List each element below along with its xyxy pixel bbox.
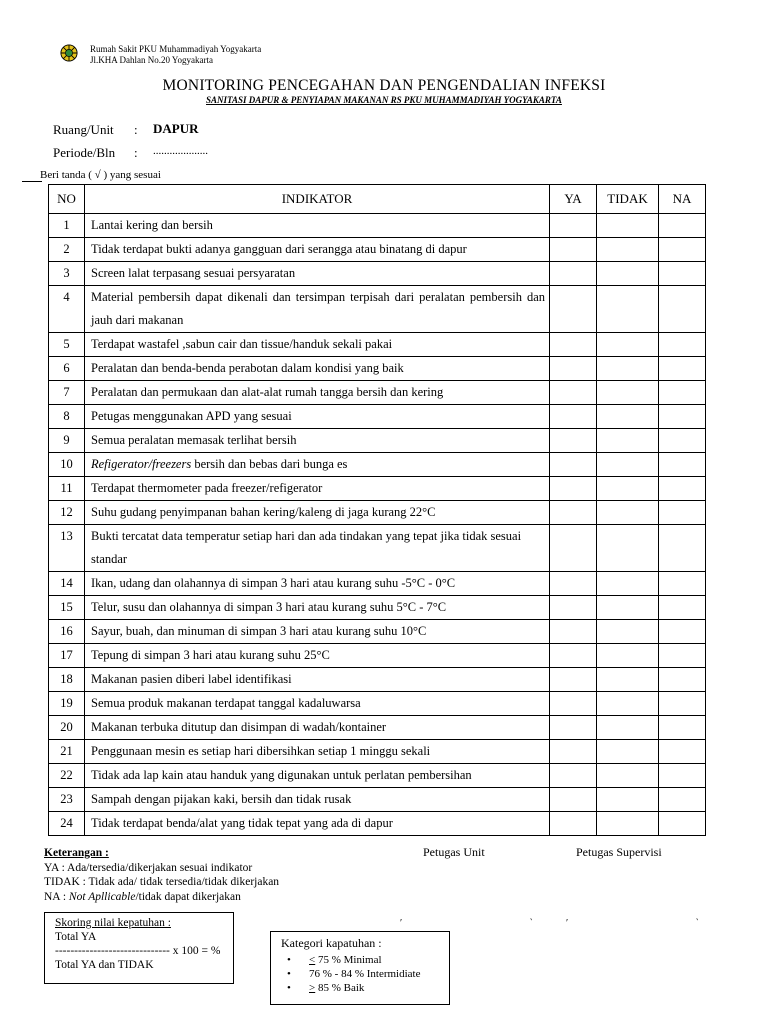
row-number: 15 bbox=[49, 596, 85, 620]
unit-colon: : bbox=[134, 122, 138, 137]
signature-mark: ‵ bbox=[530, 918, 533, 929]
header-ya: YA bbox=[550, 185, 597, 214]
category-list bbox=[281, 953, 449, 995]
row-number: 1 bbox=[49, 214, 85, 238]
table-row bbox=[49, 357, 706, 381]
row-number: 8 bbox=[49, 405, 85, 429]
table-row bbox=[49, 572, 706, 596]
period-value[interactable]: .................... bbox=[153, 145, 208, 157]
check-cell-ya[interactable] bbox=[550, 740, 597, 764]
indicator-cell: Suhu gudang penyimpanan bahan kering/kaleng di jaga kurang 22°C bbox=[85, 501, 550, 525]
row-number: 7 bbox=[49, 381, 85, 405]
header-no: NO bbox=[49, 185, 85, 214]
table-row bbox=[49, 812, 706, 836]
check-cell-tidak[interactable] bbox=[597, 214, 659, 238]
table-row bbox=[49, 692, 706, 716]
unit-value[interactable]: DAPUR bbox=[153, 121, 199, 136]
check-cell-ya[interactable] bbox=[550, 405, 597, 429]
row-number: 23 bbox=[49, 788, 85, 812]
legend-tidak: TIDAK : Tidak ada/ tidak tersedia/tidak dikerjakan bbox=[44, 876, 280, 888]
check-cell-tidak[interactable] bbox=[597, 596, 659, 620]
check-cell-tidak[interactable] bbox=[597, 429, 659, 453]
table-row bbox=[49, 788, 706, 812]
check-cell-tidak[interactable] bbox=[597, 477, 659, 501]
category-title: Kategori kapatuhan : bbox=[281, 936, 382, 950]
check-cell-ya[interactable] bbox=[550, 453, 597, 477]
row-number: 22 bbox=[49, 764, 85, 788]
row-number: 12 bbox=[49, 501, 85, 525]
check-cell-ya[interactable] bbox=[550, 668, 597, 692]
check-cell-tidak[interactable] bbox=[597, 333, 659, 357]
row-number: 9 bbox=[49, 429, 85, 453]
check-cell-na[interactable] bbox=[659, 644, 706, 668]
check-cell-na[interactable] bbox=[659, 525, 706, 572]
table-row bbox=[49, 429, 706, 453]
row-number: 16 bbox=[49, 620, 85, 644]
check-cell-tidak[interactable] bbox=[597, 740, 659, 764]
check-cell-ya[interactable] bbox=[550, 501, 597, 525]
check-cell-tidak[interactable] bbox=[597, 620, 659, 644]
indicator-cell: Penggunaan mesin es setiap hari dibersihkan setiap 1 minggu sekali bbox=[85, 740, 550, 764]
check-cell-tidak[interactable] bbox=[597, 788, 659, 812]
indicator-cell: Petugas menggunakan APD yang sesuai bbox=[85, 405, 550, 429]
check-cell-na[interactable] bbox=[659, 238, 706, 262]
row-number: 13 bbox=[49, 525, 85, 572]
row-number: 3 bbox=[49, 262, 85, 286]
row-number: 18 bbox=[49, 668, 85, 692]
check-cell-na[interactable] bbox=[659, 692, 706, 716]
row-number: 5 bbox=[49, 333, 85, 357]
check-cell-na[interactable] bbox=[659, 381, 706, 405]
check-cell-na[interactable] bbox=[659, 286, 706, 333]
table-row bbox=[49, 501, 706, 525]
table-row bbox=[49, 214, 706, 238]
indicator-italic-text: Refigerator/freezers bbox=[91, 457, 192, 471]
category-item bbox=[281, 953, 449, 967]
period-colon: : bbox=[134, 145, 138, 160]
table-row bbox=[49, 764, 706, 788]
check-cell-ya[interactable] bbox=[550, 262, 597, 286]
hospital-address: Jl.KHA Dahlan No.20 Yogyakarta bbox=[90, 55, 213, 65]
table-row bbox=[49, 405, 706, 429]
check-cell-na[interactable] bbox=[659, 405, 706, 429]
legend-na bbox=[44, 890, 279, 905]
signature-supervisor: Petugas Supervisi bbox=[576, 845, 662, 859]
check-cell-ya[interactable] bbox=[550, 716, 597, 740]
indicator-cell: Tidak terdapat bukti adanya gangguan dari serangga atau binatang di dapur bbox=[85, 238, 550, 262]
instruction-text: Beri tanda ( √ ) yang sesuai bbox=[40, 169, 161, 181]
table-row bbox=[49, 525, 706, 572]
check-cell-na[interactable] bbox=[659, 477, 706, 501]
check-cell-tidak[interactable] bbox=[597, 525, 659, 572]
legend-block bbox=[44, 846, 279, 904]
check-cell-ya[interactable] bbox=[550, 357, 597, 381]
indicator-cell: Ikan, udang dan olahannya di simpan 3 hari atau kurang suhu -5°C - 0°C bbox=[85, 572, 550, 596]
check-cell-tidak[interactable] bbox=[597, 405, 659, 429]
category-item bbox=[281, 981, 449, 995]
row-number: 20 bbox=[49, 716, 85, 740]
legend-na-suffix: /tidak dapat dikerjakan bbox=[135, 890, 241, 903]
check-cell-tidak[interactable] bbox=[597, 286, 659, 333]
signature-mark: ‵ bbox=[696, 918, 699, 929]
check-cell-tidak[interactable] bbox=[597, 692, 659, 716]
check-cell-ya[interactable] bbox=[550, 644, 597, 668]
indicator-cell: Tepung di simpan 3 hari atau kurang suhu 25°C bbox=[85, 644, 550, 668]
indicator-cell: Peralatan dan benda-benda perabotan dalam kondisi yang baik bbox=[85, 357, 550, 381]
check-cell-ya[interactable] bbox=[550, 381, 597, 405]
indicator-cell: Terdapat wastafel ,sabun cair dan tissue/handuk sekali pakai bbox=[85, 333, 550, 357]
indicator-cell: Material pembersih dapat dikenali dan tersimpan terpisah dari peralatan pembersih dan jauh dari makanan bbox=[85, 286, 550, 333]
header-indicator: INDIKATOR bbox=[85, 185, 550, 214]
check-cell-tidak[interactable] bbox=[597, 668, 659, 692]
check-cell-tidak[interactable] bbox=[597, 381, 659, 405]
check-cell-ya[interactable] bbox=[550, 333, 597, 357]
check-cell-ya[interactable] bbox=[550, 812, 597, 836]
indicator-cell: Makanan pasien diberi label identifikasi bbox=[85, 668, 550, 692]
table-row bbox=[49, 453, 706, 477]
check-cell-ya[interactable] bbox=[550, 572, 597, 596]
bullet-icon: • bbox=[287, 968, 291, 980]
indicator-cell: Telur, susu dan olahannya di simpan 3 hari atau kurang suhu 5°C - 7°C bbox=[85, 596, 550, 620]
indicator-cell: Semua produk makanan terdapat tanggal kadaluwarsa bbox=[85, 692, 550, 716]
hospital-logo-icon bbox=[60, 44, 78, 62]
check-cell-na[interactable] bbox=[659, 788, 706, 812]
check-cell-ya[interactable] bbox=[550, 477, 597, 501]
scoring-title: Skoring nilai kepatuhan : bbox=[55, 917, 171, 929]
check-cell-na[interactable] bbox=[659, 501, 706, 525]
indicator-cell: Tidak ada lap kain atau handuk yang digunakan untuk perlatan pembersihan bbox=[85, 764, 550, 788]
scoring-box bbox=[44, 912, 234, 984]
document-title: MONITORING PENCEGAHAN DAN PENGENDALIAN INFEKSI bbox=[162, 77, 606, 94]
check-cell-tidak[interactable] bbox=[597, 262, 659, 286]
check-cell-tidak[interactable] bbox=[597, 764, 659, 788]
check-cell-tidak[interactable] bbox=[597, 572, 659, 596]
check-cell-na[interactable] bbox=[659, 812, 706, 836]
check-cell-na[interactable] bbox=[659, 572, 706, 596]
signature-unit: Petugas Unit bbox=[423, 845, 485, 859]
category-item bbox=[281, 967, 449, 981]
check-cell-tidak[interactable] bbox=[597, 716, 659, 740]
indicator-cell: Screen lalat terpasang sesuai persyaratan bbox=[85, 262, 550, 286]
row-number: 6 bbox=[49, 357, 85, 381]
check-cell-ya[interactable] bbox=[550, 596, 597, 620]
indicator-cell: Sayur, buah, dan minuman di simpan 3 hari atau kurang suhu 10°C bbox=[85, 620, 550, 644]
table-row bbox=[49, 286, 706, 333]
check-cell-ya[interactable] bbox=[550, 788, 597, 812]
row-number: 10 bbox=[49, 453, 85, 477]
table-header-row bbox=[49, 185, 706, 214]
row-number: 19 bbox=[49, 692, 85, 716]
legend-na-italic: Not Apllicable bbox=[68, 890, 136, 903]
table-row bbox=[49, 333, 706, 357]
check-cell-tidak[interactable] bbox=[597, 453, 659, 477]
indicator-cell: Makanan terbuka ditutup dan disimpan di wadah/kontainer bbox=[85, 716, 550, 740]
row-number: 11 bbox=[49, 477, 85, 501]
indicator-cell: Sampah dengan pijakan kaki, bersih dan tidak rusak bbox=[85, 788, 550, 812]
check-cell-na[interactable] bbox=[659, 740, 706, 764]
period-label: Periode/Bln bbox=[53, 145, 116, 160]
table-row bbox=[49, 644, 706, 668]
check-cell-ya[interactable] bbox=[550, 429, 597, 453]
scoring-denominator: Total YA dan TIDAK bbox=[55, 959, 154, 971]
category-sign: > bbox=[309, 982, 316, 994]
check-cell-ya[interactable] bbox=[550, 214, 597, 238]
indicator-cell: Peralatan dan permukaan dan alat-alat rumah tangga bersih dan kering bbox=[85, 381, 550, 405]
bullet-icon: • bbox=[287, 982, 291, 994]
row-number: 21 bbox=[49, 740, 85, 764]
row-number: 24 bbox=[49, 812, 85, 836]
category-text: 85 % Baik bbox=[315, 982, 365, 994]
legend-na-prefix: NA : bbox=[44, 890, 69, 903]
check-cell-na[interactable] bbox=[659, 333, 706, 357]
check-cell-na[interactable] bbox=[659, 357, 706, 381]
category-text: 75 % Minimal bbox=[315, 954, 382, 966]
check-cell-ya[interactable] bbox=[550, 525, 597, 572]
check-cell-tidak[interactable] bbox=[597, 357, 659, 381]
bullet-icon: • bbox=[287, 954, 291, 966]
table-row bbox=[49, 238, 706, 262]
hospital-address-block bbox=[90, 44, 261, 66]
check-cell-ya[interactable] bbox=[550, 764, 597, 788]
indicator-cell: Tidak terdapat benda/alat yang tidak tepat yang ada di dapur bbox=[85, 812, 550, 836]
table-row bbox=[49, 716, 706, 740]
category-text: 76 % - 84 % Intermidiate bbox=[309, 968, 421, 980]
check-cell-tidak[interactable] bbox=[597, 501, 659, 525]
check-cell-tidak[interactable] bbox=[597, 812, 659, 836]
header-na: NA bbox=[659, 185, 706, 214]
scoring-fraction: ------------------------------ x 100 = % bbox=[55, 945, 221, 957]
check-cell-na[interactable] bbox=[659, 668, 706, 692]
signature-mark: ′ bbox=[566, 918, 569, 929]
check-cell-na[interactable] bbox=[659, 262, 706, 286]
table-row bbox=[49, 740, 706, 764]
unit-label: Ruang/Unit bbox=[53, 122, 114, 137]
check-cell-ya[interactable] bbox=[550, 238, 597, 262]
check-cell-na[interactable] bbox=[659, 453, 706, 477]
signature-mark: ′ bbox=[400, 918, 403, 929]
check-cell-ya[interactable] bbox=[550, 620, 597, 644]
row-number: 14 bbox=[49, 572, 85, 596]
check-cell-na[interactable] bbox=[659, 214, 706, 238]
table-row bbox=[49, 596, 706, 620]
check-cell-na[interactable] bbox=[659, 716, 706, 740]
indicator-cell bbox=[85, 453, 550, 477]
row-number: 4 bbox=[49, 286, 85, 333]
check-cell-ya[interactable] bbox=[550, 692, 597, 716]
check-cell-na[interactable] bbox=[659, 429, 706, 453]
indicator-table bbox=[48, 184, 706, 836]
indicator-cell: Semua peralatan memasak terlihat bersih bbox=[85, 429, 550, 453]
indicator-cell: Bukti tercatat data temperatur setiap hari dan ada tindakan yang tepat jika tidak sesuai standar bbox=[85, 525, 550, 572]
table-row bbox=[49, 668, 706, 692]
scoring-numerator: Total YA bbox=[55, 931, 97, 943]
check-cell-tidak[interactable] bbox=[597, 238, 659, 262]
check-cell-na[interactable] bbox=[659, 764, 706, 788]
indicator-cell: Lantai kering dan bersih bbox=[85, 214, 550, 238]
underline-rule bbox=[22, 181, 42, 182]
legend-ya: YA : Ada/tersedia/dikerjakan sesuai indikator bbox=[44, 861, 253, 874]
check-cell-tidak[interactable] bbox=[597, 644, 659, 668]
table-row bbox=[49, 620, 706, 644]
hospital-name: Rumah Sakit PKU Muhammadiyah Yogyakarta bbox=[90, 44, 262, 54]
table-row bbox=[49, 477, 706, 501]
row-number: 2 bbox=[49, 238, 85, 262]
check-cell-na[interactable] bbox=[659, 596, 706, 620]
indicator-text: bersih dan bebas dari bunga es bbox=[191, 457, 348, 471]
indicator-cell: Terdapat thermometer pada freezer/refigerator bbox=[85, 477, 550, 501]
category-sign: < bbox=[309, 954, 316, 966]
document-subtitle: SANITASI DAPUR & PENYIAPAN MAKANAN RS PKU MUHAMMADIYAH YOGYAKARTA bbox=[206, 95, 562, 105]
category-box bbox=[270, 931, 450, 1005]
table-row bbox=[49, 262, 706, 286]
header-tidak: TIDAK bbox=[597, 185, 659, 214]
check-cell-na[interactable] bbox=[659, 620, 706, 644]
legend-title: Keterangan : bbox=[44, 847, 109, 859]
check-cell-ya[interactable] bbox=[550, 286, 597, 333]
table-row bbox=[49, 381, 706, 405]
row-number: 17 bbox=[49, 644, 85, 668]
